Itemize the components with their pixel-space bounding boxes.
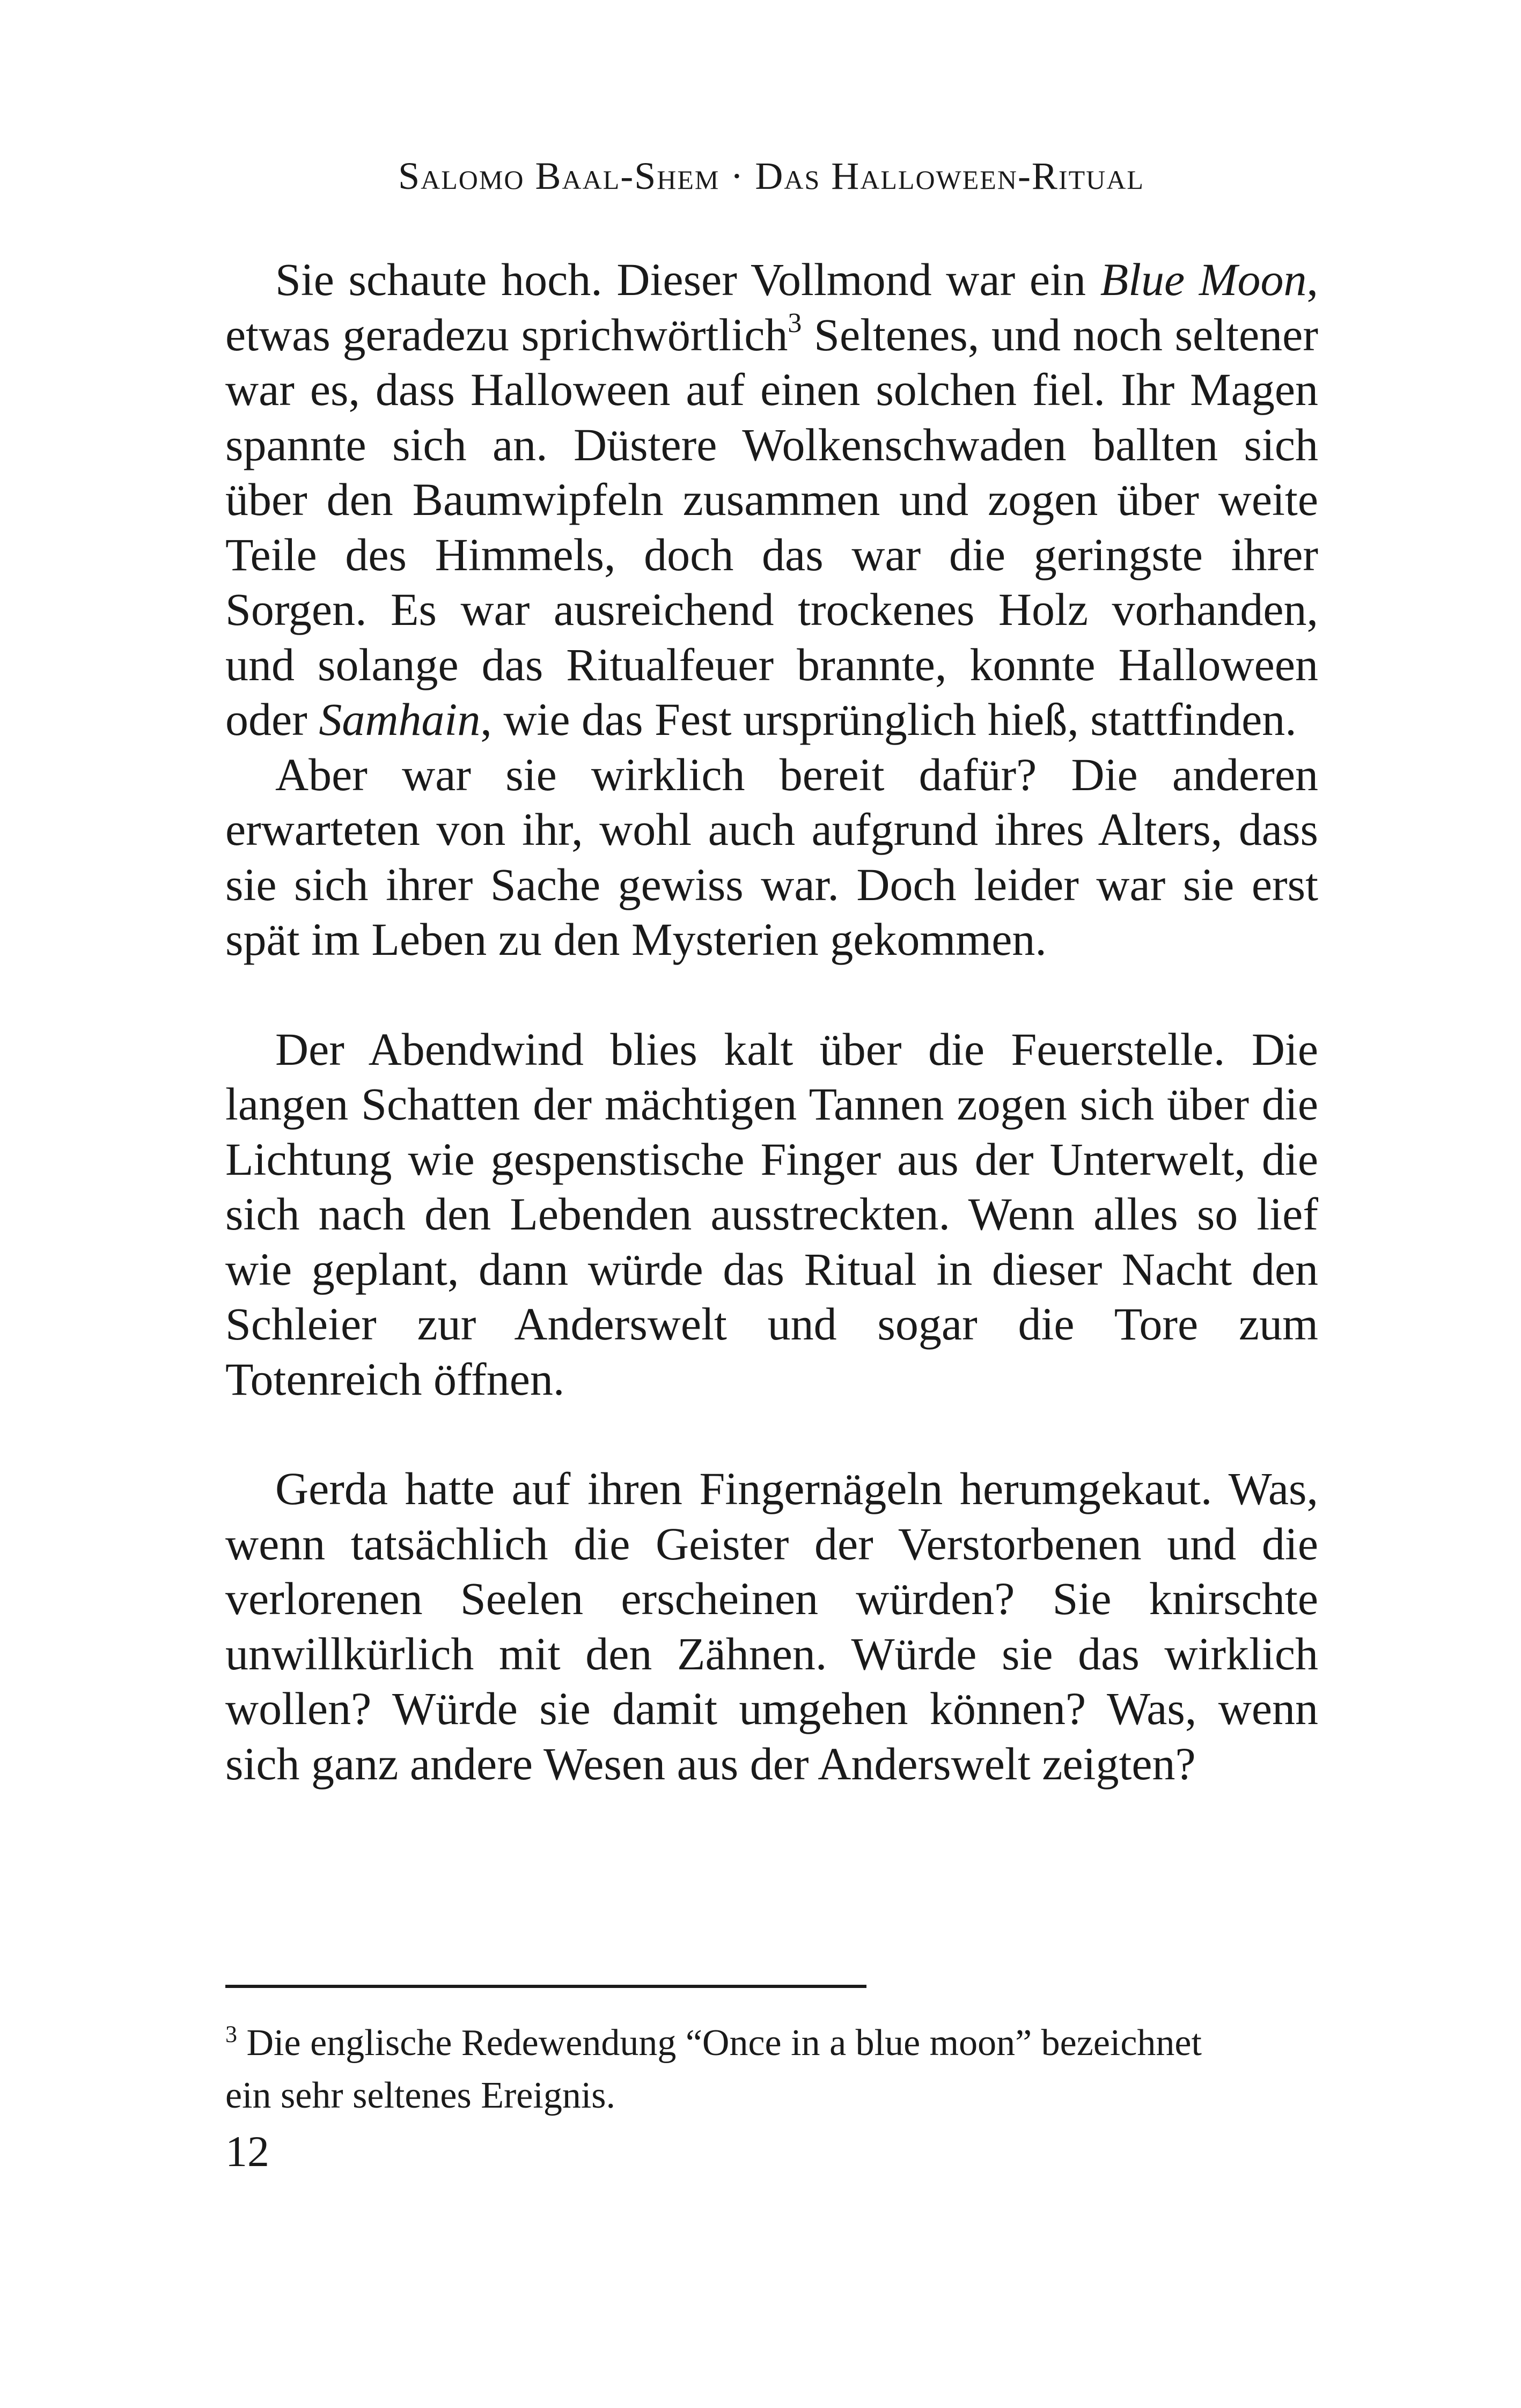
footnote-reference[interactable]: 3 xyxy=(788,307,802,338)
paragraph-3: Der Abendwind blies kalt über die Feuerstelle. Die langen Schatten der mächtigen Tannen zogen sich über die Lichtung wie gespenstische Finger aus der Unterwelt, die sich nach den Lebenden ausstreckten. Wenn alles so lief wie geplant, dann würde das Ritual in dieser Nacht den Schleier zur Anderswelt und sogar die Tore zum Totenreich öffnen. xyxy=(225,1023,1318,1405)
paragraph-2: Aber war sie wirklich bereit dafür? Die anderen erwarteten von ihr, wohl auch aufgrund ihres Alters, dass sie sich ihrer Sache gewiss war. Doch leider war sie erst spät im Leben zu den Mysterien gekommen. xyxy=(225,748,1318,965)
paragraph-1-text-d: , wie das Fest ursprünglich hieß, stattfinden. xyxy=(480,694,1297,745)
paragraph-1-text-c: Seltenes, und noch seltener war es, dass Halloween auf einen solchen fiel. Ihr Magen spannte sich an. Düstere Wolkenschwaden ballten sich über den Baumwipfeln zusammen und zogen über weite Teile des Himmels, doch das war die geringste ihrer Sorgen. Es war ausreichend trockenes Holz vorhanden, und solange das Ritualfeuer brannte, konnte Halloween oder xyxy=(225,308,1318,745)
footnote-number: 3 xyxy=(225,2021,237,2048)
page-number: 12 xyxy=(225,2127,269,2176)
paragraph-4: Gerda hatte auf ihren Fingernägeln herumgekaut. Was, wenn tatsächlich die Geister der Verstorbenen und die verlorenen Seelen erscheinen würden? Sie knirschte unwillkürlich mit den Zähnen. Würde sie das wirklich wollen? Würde sie damit umgehen können? Was, wenn sich ganz andere Wesen aus der Anderswelt zeigten? xyxy=(225,1463,1318,1790)
italic-blue-moon: Blue Moon xyxy=(1100,254,1307,305)
paragraph-1 xyxy=(225,252,1318,747)
footnote-separator xyxy=(225,1985,866,1988)
paragraph-1-text-a: Sie schaute hoch. Dieser Vollmond war ein xyxy=(275,254,1100,305)
paragraph-1-text-b: , etwas geradezu sprichwörtlich xyxy=(225,254,1318,360)
running-head: Salomo Baal-Shem · Das Halloween-Ritual xyxy=(398,154,1144,197)
footnote xyxy=(225,2017,1245,2122)
body-text xyxy=(225,252,1318,1791)
italic-samhain: Samhain xyxy=(319,694,481,745)
footnote-text: Die englische Redewendung “Once in a blue moon” bezeichnet ein sehr seltenes Ereignis. xyxy=(225,2022,1202,2116)
